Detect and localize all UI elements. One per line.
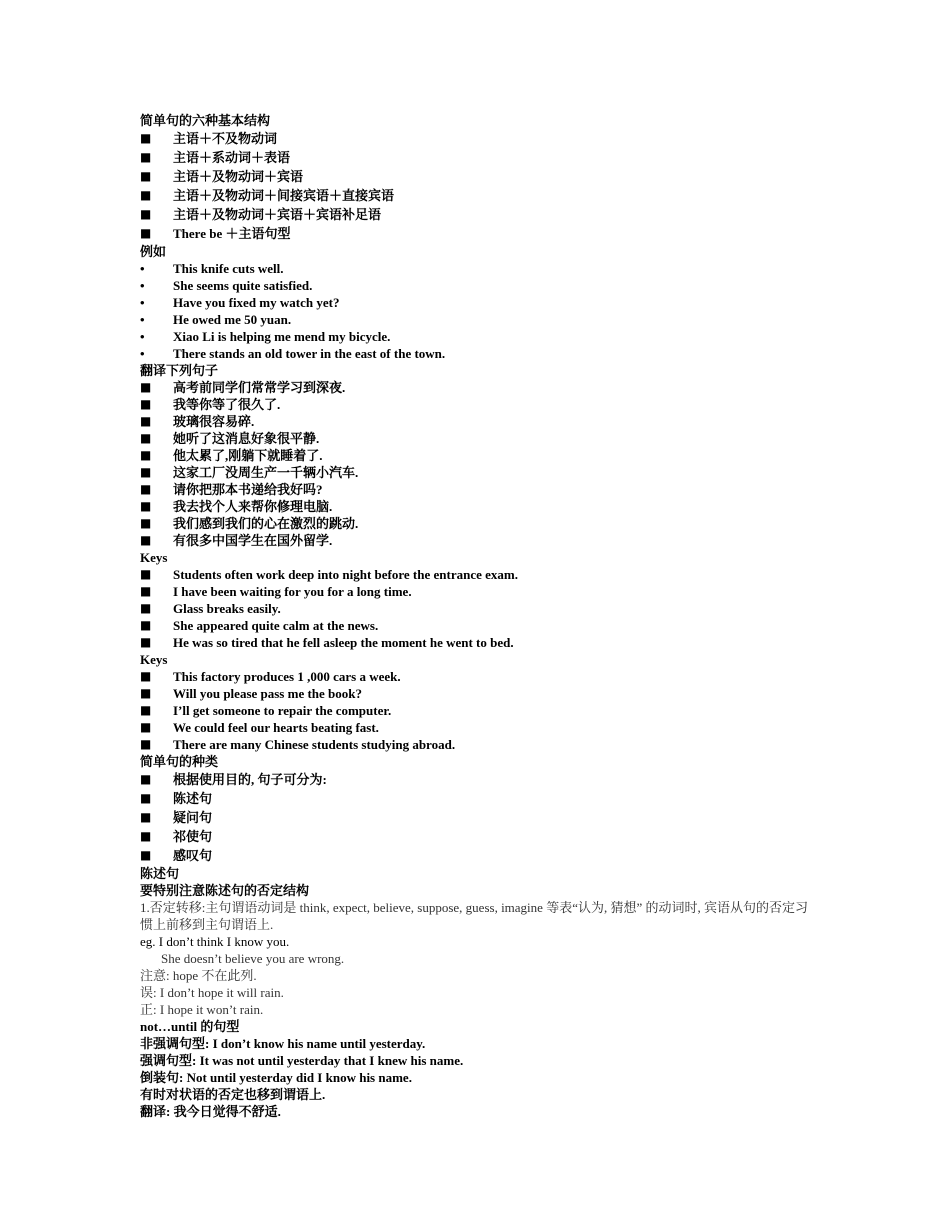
- square-bullet-icon: ■: [140, 810, 152, 824]
- section-heading-translate: 翻译下列句子: [140, 363, 219, 378]
- square-bullet-icon: ■: [140, 397, 152, 411]
- section-heading-structures: 简单句的六种基本结构: [140, 113, 271, 128]
- note-line: 注意: hope 不在此列.: [140, 968, 257, 983]
- emphatic-pattern: 强调句型: It was not until yesterday that I knew his name.: [140, 1053, 464, 1068]
- list-item: ■ 主语＋不及物动词: [140, 131, 278, 146]
- list-item: ■ 感叹句: [140, 848, 213, 863]
- square-bullet-icon: ■: [140, 772, 152, 786]
- square-bullet-icon: ■: [140, 188, 152, 202]
- square-bullet-icon: ■: [140, 791, 152, 805]
- list-item: ■ 主语＋及物动词＋宾语: [140, 169, 304, 184]
- list-item: • This knife cuts well.: [140, 261, 284, 276]
- non-emphatic-pattern: 非强调句型: I don’t know his name until yesterday.: [140, 1036, 426, 1051]
- square-bullet-icon: ■: [140, 431, 152, 445]
- list-item: ■ He was so tired that he fell asleep the moment he went to bed.: [140, 635, 514, 650]
- square-bullet-icon: ■: [140, 829, 152, 843]
- square-bullet-icon: ■: [140, 448, 152, 462]
- list-item: ■ 我等你等了很久了.: [140, 397, 281, 412]
- square-bullet-icon: ■: [140, 635, 152, 649]
- square-bullet-icon: ■: [140, 703, 152, 717]
- list-item: ■ 根据使用目的, 句子可分为:: [140, 772, 327, 787]
- list-item: • Have you fixed my watch yet?: [140, 295, 340, 310]
- wrong-example: 误: I don’t hope it will rain.: [140, 985, 284, 1000]
- list-item: ■ 主语＋系动词＋表语: [140, 150, 291, 165]
- square-bullet-icon: ■: [140, 618, 152, 632]
- list-item: ■ She appeared quite calm at the news.: [140, 618, 379, 633]
- document-body: [140, 112, 820, 1120]
- list-item: • She seems quite satisfied.: [140, 278, 313, 293]
- square-bullet-icon: ■: [140, 414, 152, 428]
- square-bullet-icon: ■: [140, 226, 152, 240]
- square-bullet-icon: ■: [140, 686, 152, 700]
- list-item: ■ 玻璃很容易碎.: [140, 414, 255, 429]
- square-bullet-icon: ■: [140, 848, 152, 862]
- list-item: ■ 他太累了,刚躺下就睡着了.: [140, 448, 323, 463]
- list-item: ■ 这家工厂没周生产一千辆小汽车.: [140, 465, 359, 480]
- list-item: ■ 主语＋及物动词＋宾语＋宾语补足语: [140, 207, 382, 222]
- section-heading-not-until: not…until 的句型: [140, 1019, 240, 1034]
- list-item: ■ 陈述句: [140, 791, 213, 806]
- square-bullet-icon: ■: [140, 207, 152, 221]
- square-bullet-icon: ■: [140, 720, 152, 734]
- list-item: ■ 我们感到我们的心在激烈的跳动.: [140, 516, 359, 531]
- dot-bullet-icon: •: [140, 329, 145, 344]
- list-item: ■ Students often work deep into night before the entrance exam.: [140, 567, 518, 582]
- list-item: ■ 我去找个人来帮你修理电脑.: [140, 499, 333, 514]
- list-item: ■ 请你把那本书递给我好吗?: [140, 482, 323, 497]
- dot-bullet-icon: •: [140, 312, 145, 327]
- right-example: 正: I hope it won’t rain.: [140, 1002, 264, 1017]
- inverted-pattern: 倒装句: Not until yesterday did I know his name.: [140, 1070, 412, 1085]
- square-bullet-icon: ■: [140, 584, 152, 598]
- square-bullet-icon: ■: [140, 169, 152, 183]
- square-bullet-icon: ■: [140, 533, 152, 547]
- section-heading-kinds: 简单句的种类: [140, 754, 219, 769]
- square-bullet-icon: ■: [140, 150, 152, 164]
- square-bullet-icon: ■: [140, 516, 152, 530]
- square-bullet-icon: ■: [140, 131, 152, 145]
- list-item: ■ 她听了这消息好象很平静.: [140, 431, 320, 446]
- square-bullet-icon: ■: [140, 601, 152, 615]
- list-item: ■ 高考前同学们常常学习到深夜.: [140, 380, 346, 395]
- section-subheading: 要特别注意陈述句的否定结构: [140, 883, 310, 898]
- list-item: ■ There are many Chinese students studying abroad.: [140, 737, 456, 752]
- section-heading-examples: 例如: [140, 244, 167, 259]
- example-line: eg. I don’t think I know you.: [140, 934, 290, 949]
- square-bullet-icon: ■: [140, 482, 152, 496]
- list-item: • There stands an old tower in the east of the town.: [140, 346, 446, 361]
- translate-exercise: 翻译: 我今日觉得不舒适.: [140, 1104, 281, 1119]
- example-line: She doesn’t believe you are wrong.: [161, 951, 345, 966]
- list-item: ■ I’ll get someone to repair the computer.: [140, 703, 392, 718]
- list-item: • He owed me 50 yuan.: [140, 312, 292, 327]
- square-bullet-icon: ■: [140, 499, 152, 513]
- square-bullet-icon: ■: [140, 737, 152, 751]
- square-bullet-icon: ■: [140, 380, 152, 394]
- square-bullet-icon: ■: [140, 465, 152, 479]
- square-bullet-icon: ■: [140, 669, 152, 683]
- list-item: ■ Will you please pass me the book?: [140, 686, 363, 701]
- list-item: ■ 主语＋及物动词＋间接宾语＋直接宾语: [140, 188, 395, 203]
- dot-bullet-icon: •: [140, 295, 145, 310]
- list-item: ■ 疑问句: [140, 810, 213, 825]
- list-item: ■ There be ＋主语句型: [140, 226, 291, 241]
- list-item: ■ I have been waiting for you for a long time.: [140, 584, 412, 599]
- list-item: ■ Glass breaks easily.: [140, 601, 281, 616]
- list-item: • Xiao Li is helping me mend my bicycle.: [140, 329, 391, 344]
- section-heading-keys: Keys: [140, 652, 168, 667]
- list-item: ■ 有很多中国学生在国外留学.: [140, 533, 333, 548]
- dot-bullet-icon: •: [140, 278, 145, 293]
- section-heading-keys: Keys: [140, 550, 168, 565]
- adverbial-note: 有时对状语的否定也移到谓语上.: [140, 1087, 326, 1102]
- list-item: ■ This factory produces 1 ,000 cars a week.: [140, 669, 401, 684]
- list-item: ■ We could feel our hearts beating fast.: [140, 720, 379, 735]
- list-item: ■ 祁使句: [140, 829, 213, 844]
- negation-transfer-paragraph: 1.否定转移:主句谓语动词是 think, expect, believe, suppose, guess, imagine 等表“认为, 猜想” 的动词时, 宾语从句的否定习惯上前移到主句谓语上.: [140, 900, 808, 932]
- dot-bullet-icon: •: [140, 261, 145, 276]
- section-heading-declarative: 陈述句: [140, 866, 180, 881]
- dot-bullet-icon: •: [140, 346, 145, 361]
- square-bullet-icon: ■: [140, 567, 152, 581]
